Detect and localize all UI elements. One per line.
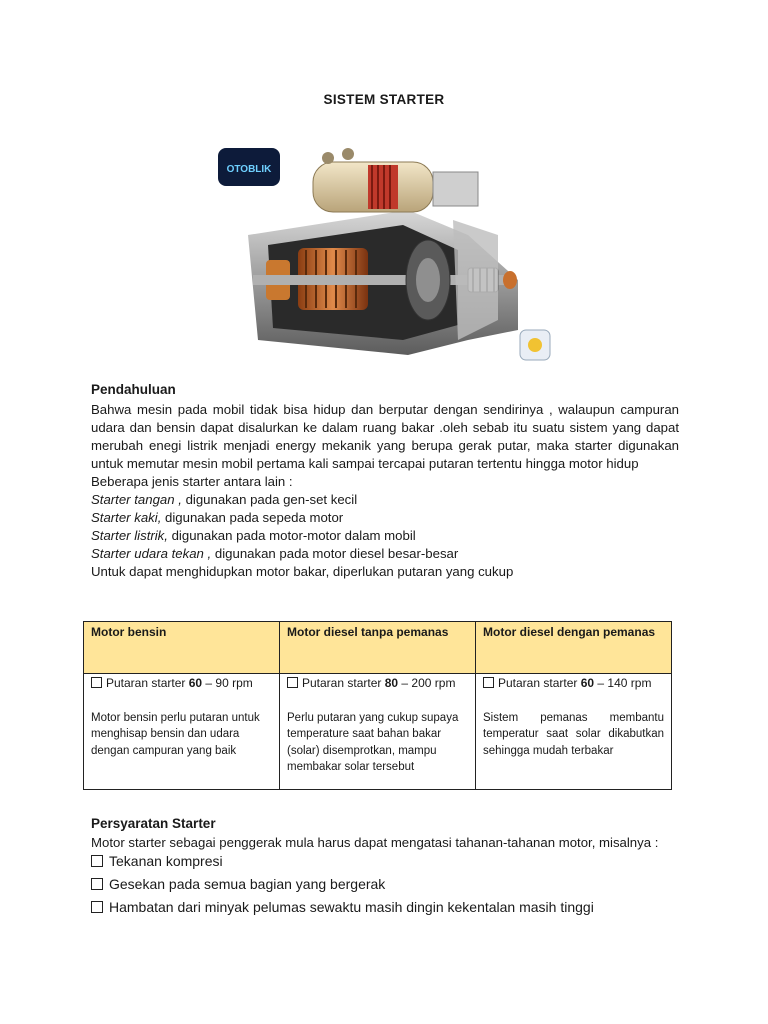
checkbox-icon (91, 677, 102, 688)
starter-type-item: Starter listrik, digunakan pada motor-motor dalam mobil (91, 528, 416, 543)
table-header-cell: Motor bensin (84, 622, 280, 674)
table-header-row (84, 622, 672, 674)
engine-comparison-table (83, 621, 672, 790)
requirement-item: Hambatan dari minyak pelumas sewaktu masih dingin kekentalan masih tinggi (91, 899, 594, 915)
otoblik-logo-text: OTOBLIK (226, 164, 272, 175)
requirements-intro: Motor starter sebagai penggerak mula harus dapat mengatasi tahanan-tahanan motor, misalnya : (91, 835, 659, 850)
intro-closing: Untuk dapat menghidupkan motor bakar, diperlukan putaran yang cukup (91, 564, 514, 579)
checkbox-icon (91, 878, 103, 890)
requirements-heading: Persyaratan Starter (91, 816, 216, 831)
rpm-line: Putaran starter 80 – 200 rpm (287, 675, 468, 692)
types-intro: Beberapa jenis starter antara lain : (91, 474, 293, 489)
starter-type-item: Starter udara tekan , digunakan pada motor diesel besar-besar (91, 546, 459, 561)
starter-motor-cutaway-image (218, 140, 552, 368)
page-title: SISTEM STARTER (323, 92, 445, 107)
checkbox-icon (287, 677, 298, 688)
checkbox-icon (91, 855, 103, 867)
rpm-line: Putaran starter 60 – 140 rpm (483, 675, 664, 692)
intro-section (91, 401, 679, 581)
table-header-cell: Motor diesel tanpa pemanas (280, 622, 476, 674)
starter-type-item: Starter kaki, digunakan pada sepeda motor (91, 510, 344, 525)
requirement-item: Gesekan pada semua bagian yang bergerak (91, 876, 385, 892)
intro-heading: Pendahuluan (91, 382, 176, 397)
table-row (84, 674, 672, 790)
cell-description: Sistem pemanas membantu temperatur saat solar dikabutkan sehingga mudah terbakar (483, 711, 664, 757)
table-cell (84, 674, 280, 790)
intro-paragraph: Bahwa mesin pada mobil tidak bisa hidup dan berputar dengan sendirinya , walaupun campuran udara dan bensin dapat disalurkan ke dalam ruang bakar .oleh sebab itu suatu sistem yang dapat merubah enegi listrik menjadi energy mekanik yang berupa gerak putar, maka starter digunakan untuk memutar mesin mobil pertama kali sampai tercapai putaran tertentu hingga motor hidup (91, 402, 679, 471)
starter-type-item: Starter tangan , digunakan pada gen-set kecil (91, 492, 358, 507)
table-cell (280, 674, 476, 790)
rpm-line: Putaran starter 60 – 90 rpm (91, 675, 272, 692)
table-header-cell: Motor diesel dengan pemanas (476, 622, 672, 674)
cell-description: Motor bensin perlu putaran untuk menghisap bensin dan udara dengan campuran yang baik (91, 711, 260, 757)
requirement-item: Tekanan kompresi (91, 853, 223, 869)
checkbox-icon (483, 677, 494, 688)
cell-description: Perlu putaran yang cukup supaya temperature saat bahan bakar (solar) disemprotkan, mampu membakar solar tersebut (287, 711, 459, 773)
checkbox-icon (91, 901, 103, 913)
table-cell (476, 674, 672, 790)
